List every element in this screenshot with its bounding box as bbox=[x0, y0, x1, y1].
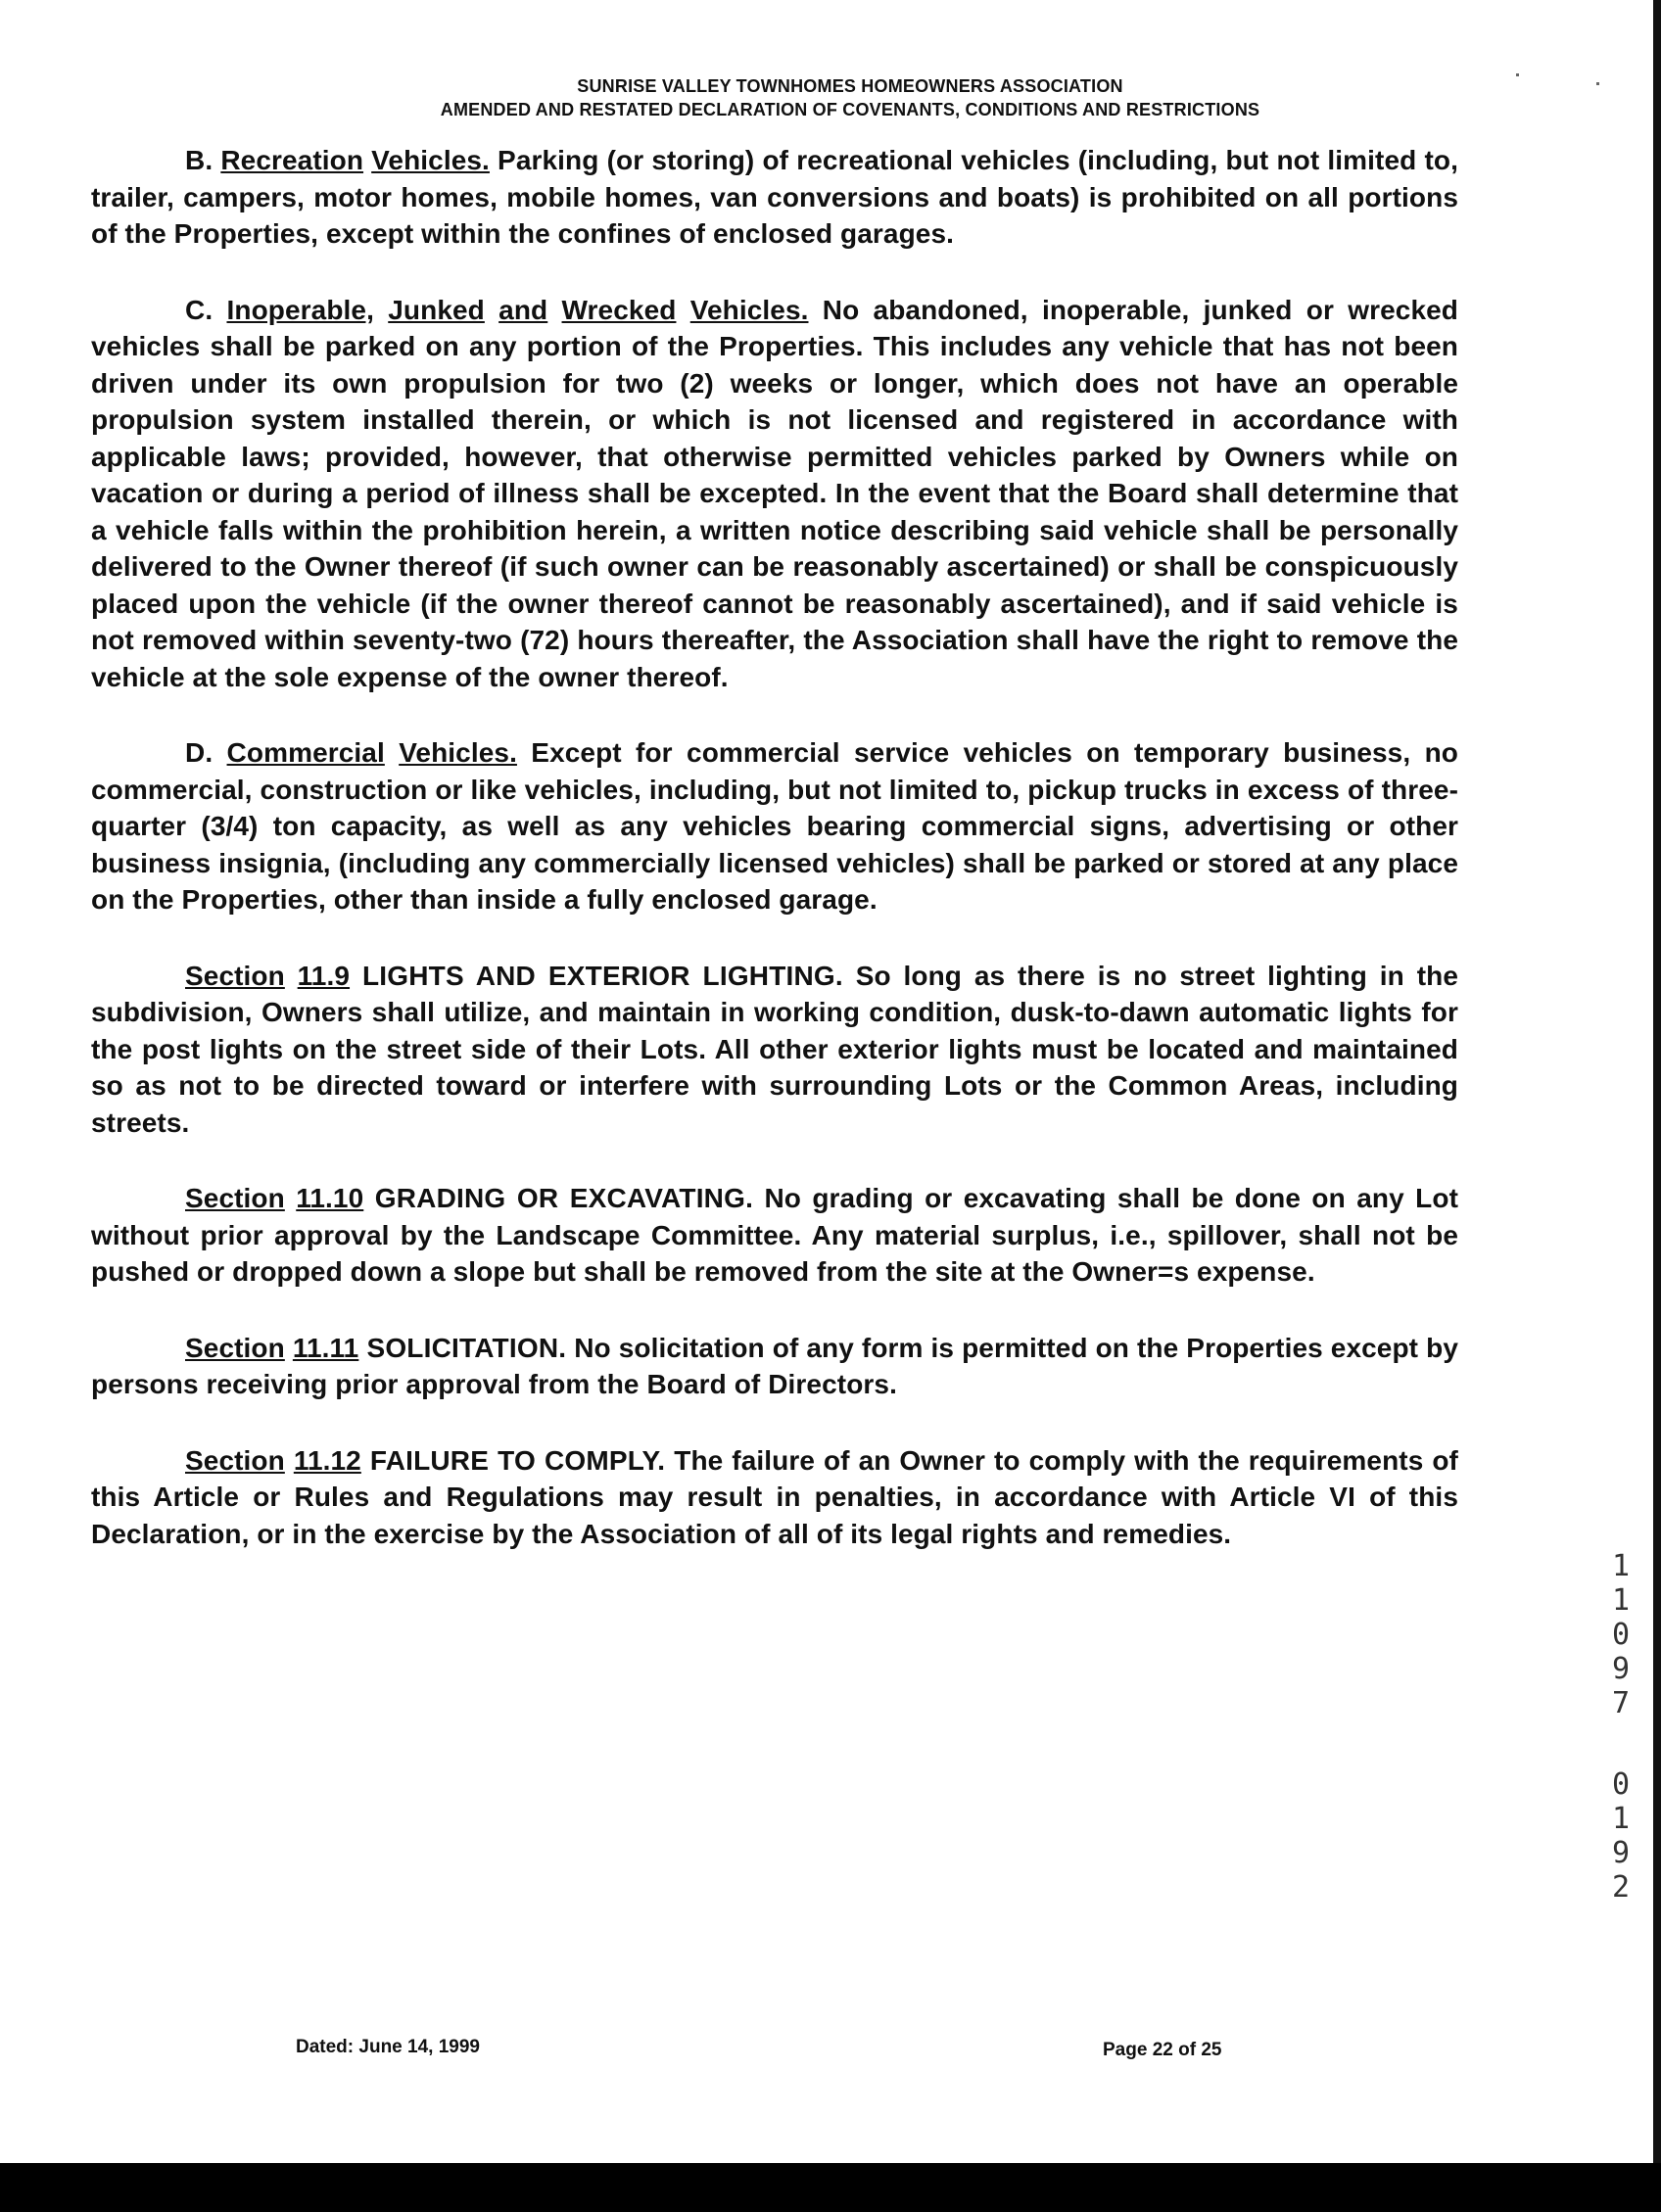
paragraph-section-11-12 bbox=[91, 1442, 1458, 1553]
section-number: 11.12 bbox=[293, 1444, 361, 1476]
item-letter: B. bbox=[185, 145, 214, 175]
document-body bbox=[91, 142, 1458, 1591]
paragraph-section-11-11 bbox=[91, 1330, 1458, 1403]
paragraph-text: The failure of an Owner to comply with the requirements of this Article or Rules and Regulations may result in penalties, in accordance with Article VI of this Declaration, or in the exercise by the Association of all of its legal rights and remedies. bbox=[91, 1444, 1458, 1549]
item-title: and bbox=[498, 294, 548, 325]
section-label: Section bbox=[185, 1332, 285, 1363]
stamp-digit: 1 bbox=[1611, 1549, 1631, 1583]
paragraph-recreation-vehicles bbox=[91, 142, 1458, 253]
item-title: Wrecked bbox=[561, 294, 677, 325]
footer-page-number: Page 22 of 25 bbox=[1103, 2040, 1222, 2060]
paragraph-text: So long as there is no street lighting in the subdivision, Owners shall utilize, and maintain in working condition, dusk-to-dawn automatic lights for the post lights on the street side of their Lots. All other exterior lights must be located and maintained so as not to be directed toward or interfere with surrounding Lots or the Common Areas, including streets. bbox=[91, 960, 1458, 1138]
section-number: 11.10 bbox=[296, 1183, 364, 1213]
stamp-digit: 9 bbox=[1611, 1652, 1631, 1686]
paragraph-text: No solicitation of any form is permitted on the Properties except by persons receiving prior approval from the Board of Directors. bbox=[91, 1332, 1458, 1399]
header-association-name: SUNRISE VALLEY TOWNHOMES HOMEOWNERS ASSOCIATION bbox=[577, 76, 1123, 96]
stamp-digit: 0 bbox=[1611, 1618, 1631, 1652]
item-title: Commercial bbox=[226, 737, 385, 768]
stamp-digit: 7 bbox=[1611, 1686, 1631, 1720]
section-heading: LIGHTS AND EXTERIOR LIGHTING. bbox=[350, 960, 843, 991]
item-title: Inoperable, bbox=[226, 294, 374, 325]
stamp-digit: 1 bbox=[1611, 1583, 1631, 1618]
item-letter: D. bbox=[185, 737, 214, 768]
section-heading: SOLICITATION. bbox=[358, 1332, 567, 1363]
item-title: Junked bbox=[388, 294, 485, 325]
item-title: Vehicles. bbox=[399, 737, 517, 768]
scan-border-right bbox=[1653, 0, 1661, 2164]
stamp-digit: 2 bbox=[1611, 1870, 1631, 1905]
paragraph-text: No grading or excavating shall be done on any Lot without prior approval by the Landscape Committee. Any material surplus, i.e., spillover, shall not be pushed or dropped down a slope but shall be removed from the site at the Owner=s expense. bbox=[91, 1183, 1458, 1287]
item-title: Vehicles. bbox=[689, 294, 809, 325]
item-letter: C. bbox=[185, 294, 214, 325]
section-label: Section bbox=[185, 1444, 285, 1476]
stamp-digit: 1 bbox=[1611, 1802, 1631, 1836]
section-number: 11.11 bbox=[292, 1332, 359, 1363]
item-title: Recreation bbox=[220, 145, 364, 175]
paragraph-text: No abandoned, inoperable, junked or wrecked vehicles shall be parked on any portion of the Properties. This includes any vehicle that has not been driven under its own propulsion for two (2) weeks or longer, which does not have an operable propulsion system installed therein, or which is not licensed and registered in accordance with applicable laws; provided, however, that otherwise permitted vehicles parked by Owners while on vacation or during a period of illness shall be excepted. In the event that the Board shall determine that a vehicle falls within the prohibition herein, a written notice describing said vehicle shall be personally delivered to the Owner thereof (if such owner can be reasonably ascertained) or shall be conspicuously placed upon the vehicle (if the owner thereof cannot be reasonably ascertained), and if said vehicle is not removed within seventy-two (72) hours thereafter, the Association shall have the right to remove the vehicle at the sole expense of the owner thereof. bbox=[91, 294, 1459, 692]
section-label: Section bbox=[185, 1183, 285, 1213]
footer-date: Dated: June 14, 1999 bbox=[296, 2037, 480, 2057]
paragraph-inoperable-vehicles bbox=[91, 292, 1458, 696]
paragraph-commercial-vehicles bbox=[91, 734, 1458, 918]
stamp-gap bbox=[1606, 1720, 1636, 1767]
document-header bbox=[0, 74, 1661, 121]
paragraph-section-11-10 bbox=[91, 1180, 1458, 1291]
header-document-title: AMENDED AND RESTATED DECLARATION OF COVENANTS, CONDITIONS AND RESTRICTIONS bbox=[440, 100, 1260, 119]
section-heading: GRADING OR EXCAVATING. bbox=[363, 1183, 754, 1213]
paragraph-text: Except for commercial service vehicles on temporary business, no commercial, construction or like vehicles, including, but not limited to, pickup trucks in excess of three-quarter (3/4) ton capacity, as well as any vehicles bearing commercial signs, advertising or other business insignia, (including any commercially licensed vehicles) shall be parked or stored at any place on the Properties, other than inside a fully enclosed garage. bbox=[91, 737, 1458, 915]
stamp-digit: 9 bbox=[1611, 1836, 1631, 1870]
paragraph-section-11-9 bbox=[91, 958, 1458, 1142]
scan-border-bottom bbox=[0, 2163, 1661, 2212]
section-heading: FAILURE TO COMPLY. bbox=[360, 1444, 666, 1476]
section-label: Section bbox=[185, 960, 285, 991]
stamp-digit: 0 bbox=[1611, 1767, 1631, 1802]
paragraph-text: Parking (or storing) of recreational vehicles (including, but not limited to, trailer, campers, motor homes, mobile homes, van conversions and boats) is prohibited on all portions of the Properties, except within the confines of enclosed garages. bbox=[91, 145, 1458, 249]
recording-number-stamp bbox=[1606, 1549, 1636, 1905]
section-number: 11.9 bbox=[297, 960, 351, 991]
item-title: Vehicles. bbox=[371, 145, 490, 175]
